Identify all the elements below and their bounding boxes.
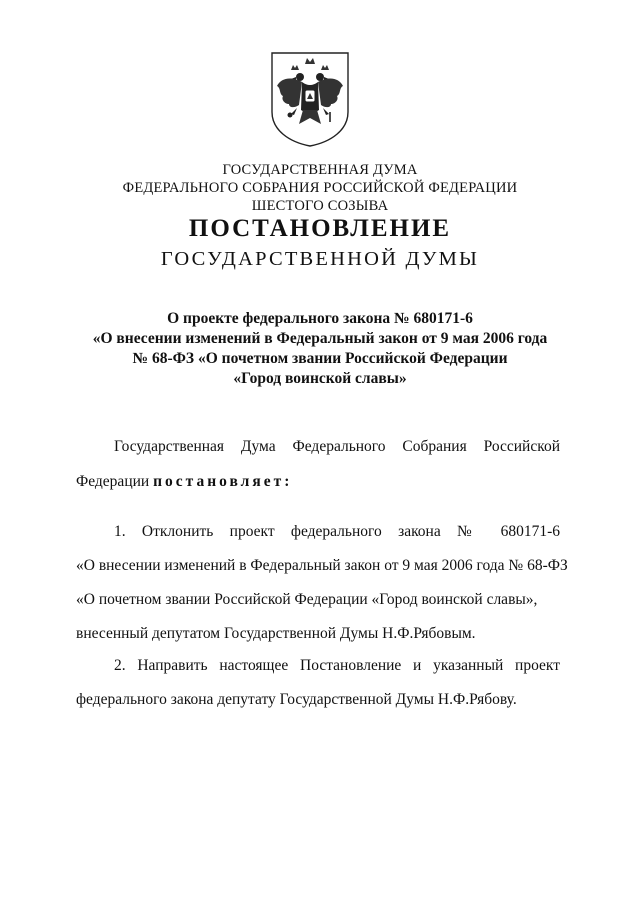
subject-line-4: «Город воинской славы»: [233, 370, 407, 387]
org-line-3: ШЕСТОГО СОЗЫВА: [251, 198, 389, 214]
item-1-line-1: 1. Отклонить проект федерального закона № 680171-6: [114, 523, 560, 540]
double-headed-eagle-emblem-icon: [269, 50, 351, 148]
preamble-line-2: [76, 473, 292, 491]
document-type-title: ПОСТАНОВЛЕНИЕ: [188, 215, 452, 242]
item-1-line-2: «О внесении изменений в Федеральный закон от 9 мая 2006 года № 68-ФЗ: [76, 557, 568, 574]
item-1-line-4: внесенный депутатом Государственной Думы Н.Ф.Рябовым.: [76, 625, 476, 642]
document-subject: [0, 309, 640, 389]
organization-name: [0, 161, 640, 215]
item-1-line-3: «О почетном звании Российской Федерации «Город воинской славы»,: [76, 591, 538, 608]
item-2-line-2: федерального закона депутату Государственной Думы Н.Ф.Рябову.: [76, 691, 517, 708]
subject-line-3: № 68-ФЗ «О почетном звании Российской Федерации: [132, 350, 508, 367]
preamble-text: Федерации: [76, 473, 154, 490]
org-line-1: ГОСУДАРСТВЕННАЯ ДУМА: [222, 162, 418, 178]
subject-line-1: О проекте федерального закона № 680171-6: [167, 310, 473, 327]
item-2-line-1: 2. Направить настоящее Постановление и указанный проект: [114, 657, 560, 674]
org-line-2: ФЕДЕРАЛЬНОГО СОБРАНИЯ РОССИЙСКОЙ ФЕДЕРАЦИИ: [122, 180, 518, 196]
resolves-word: постановляет:: [153, 473, 293, 490]
subject-line-2: «О внесении изменений в Федеральный закон от 9 мая 2006 года: [92, 330, 548, 347]
preamble-line-1: Государственная Дума Федерального Собрания Российской: [114, 438, 560, 455]
document-issuer: ГОСУДАРСТВЕННОЙ ДУМЫ: [160, 248, 480, 270]
